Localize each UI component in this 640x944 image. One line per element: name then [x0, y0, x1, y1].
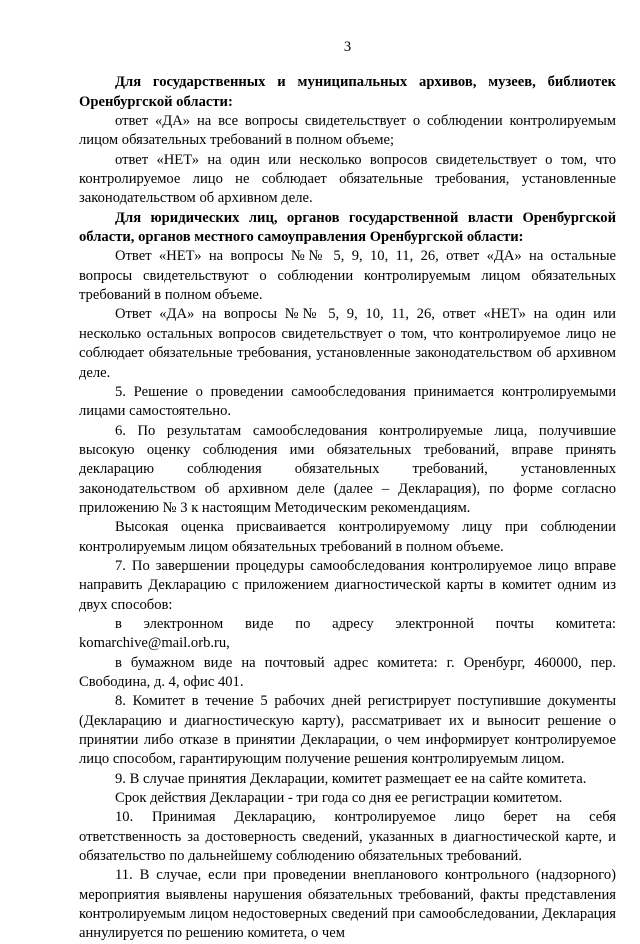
page-number: 3: [343, 39, 352, 55]
paragraph: Ответ «НЕТ» на вопросы №№ 5, 9, 10, 11, 26, ответ «ДА» на остальные вопросы свидетельствуют о соблюдении контролируемым лицом обязательных требований в полном объеме.: [79, 248, 616, 304]
paragraph: Срок действия Декларации - три года со дня ее регистрации комитетом.: [115, 790, 563, 807]
paragraph: Ответ «ДА» на вопросы №№ 5, 9, 10, 11, 26, ответ «НЕТ» на один или несколько остальных вопросов свидетельствует о том, что контролируемое лицо не соблюдает обязательные требования, установленные законодательством об архивном деле.: [79, 306, 616, 381]
paragraph: Высокая оценка присваивается контролируемому лицу при соблюдении контролируемым лицом обязательных требований в полном объеме.: [79, 519, 616, 555]
section-heading: Для юридических лиц, органов государственной власти Оренбургской области, органов местного самоуправления Оренбургской области:: [79, 209, 616, 246]
paragraph: 11. В случае, если при проведении внепланового контрольного (надзорного) мероприятия выявлены нарушения обязательных требований, факты представления контролируемым лицом недостоверных сведений при самообследовании, Декларация аннулируется по решению комитета, о чем: [79, 867, 616, 942]
paragraph: 9. В случае принятия Декларации, комитет размещает ее на сайте комитета.: [115, 770, 587, 787]
paragraph: в электронном виде по адресу электронной почты комитета: komarchive@mail.orb.ru,: [79, 615, 616, 652]
paragraph: ответ «ДА» на все вопросы свидетельствует о соблюдении контролируемым лицом обязательных требований в полном объеме;: [79, 113, 616, 149]
document-body: [79, 73, 616, 943]
paragraph: в бумажном виде на почтовый адрес комитета: г. Оренбург, 460000, пер. Свободина, д. 4, офис 401.: [79, 654, 616, 690]
paragraph: 8. Комитет в течение 5 рабочих дней регистрирует поступившие документы (Декларацию и диагностическую карту), рассматривает их и выносит решение о принятии либо отказе в принятии Декларации, о чем информирует контролируемое лицо способом, гарантирующим получение решения контролируемым лицом.: [79, 693, 616, 768]
paragraph: 10. Принимая Декларацию, контролируемое лицо берет на себя ответственность за достоверность сведений, указанных в диагностической карте, и обязательство по дальнейшему соблюдению обязательных требований.: [79, 809, 616, 865]
section-heading: Для государственных и муниципальных архивов, музеев, библиотек Оренбургской области:: [79, 74, 616, 110]
paragraph: 7. По завершении процедуры самообследования контролируемое лицо вправе направить Декларацию с приложением диагностической карты в комитет одним из двух способов:: [79, 557, 616, 613]
paragraph: 6. По результатам самообследования контролируемые лица, получившие высокую оценку соблюдения ими обязательных требований, вправе принять декларацию соблюдения обязательных требований, установленных законодательством об архивном деле (далее – Декларация), по форме согласно приложению № 3 к настоящим Методическим рекомендациям.: [79, 422, 616, 516]
paragraph: ответ «НЕТ» на один или несколько вопросов свидетельствует о том, что контролируемое лицо не соблюдает обязательные требования, установленные законодательством об архивном деле.: [79, 151, 616, 207]
paragraph: 5. Решение о проведении самообследования принимается контролируемыми лицами самостоятельно.: [79, 383, 616, 420]
